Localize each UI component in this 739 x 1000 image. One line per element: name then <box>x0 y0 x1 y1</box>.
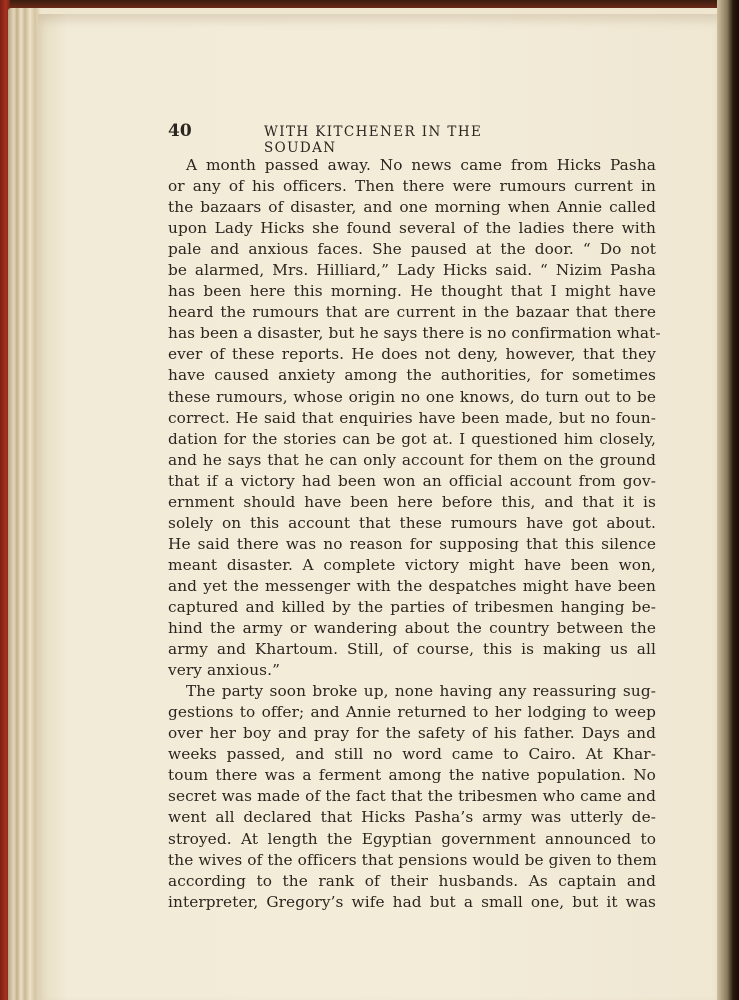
text-line: has been here this morning. He thought that I might have <box>168 282 656 301</box>
text-line: and yet the messenger with the despatches might have been <box>168 576 656 595</box>
text-line: stroyed. At length the Egyptian government announced to <box>168 829 656 848</box>
text-line: according to the rank of their husbands. As captain and <box>168 871 656 890</box>
text-line: the bazaars of disaster, and one morning when Annie called <box>168 198 656 217</box>
text-line: dation for the stories can be got at. I questioned him closely, <box>168 429 656 448</box>
text-line: meant disaster. A complete victory might have been won, <box>168 555 656 574</box>
text-line: gestions to offer; and Annie returned to her lodging to weep <box>168 703 656 722</box>
text-line: has been a disaster, but he says there is no confirmation what- <box>168 324 661 343</box>
text-line: correct. He said that enquiries have been made, but no foun- <box>168 408 656 427</box>
text-line: and he says that he can only account for them on the ground <box>168 450 656 469</box>
text-line: went all declared that Hicks Pasha’s army was utterly de- <box>168 808 656 827</box>
text-line: be alarmed, Mrs. Hilliard,” Lady Hicks said. “ Nizim Pasha <box>168 261 656 280</box>
body-text <box>168 155 661 913</box>
text-line: these rumours, whose origin no one knows, do turn out to be <box>168 387 656 406</box>
text-line: heard the rumours that are current in the bazaar that there <box>168 303 656 322</box>
text-line: have caused anxiety among the authorities, for sometimes <box>168 366 656 385</box>
text-line: upon Lady Hicks she found several of the ladies there with <box>168 219 656 238</box>
text-line: ever of these reports. He does not deny, however, that they <box>168 345 656 364</box>
text-line: hind the army or wandering about the country between the <box>168 619 656 638</box>
text-line: the wives of the officers that pensions would be given to them <box>168 850 657 869</box>
running-head-title: WITH KITCHENER IN THE SOUDAN <box>264 124 483 156</box>
text-line: interpreter, Gregory’s wife had but a small one, but it was <box>168 892 656 911</box>
running-head <box>168 121 558 156</box>
text-line: ernment should have been here before this, and that it is <box>168 492 656 511</box>
text-line: very anxious.” <box>168 661 280 680</box>
text-line: that if a victory had been won an official account from gov- <box>168 471 656 490</box>
text-line: A month passed away. No news came from Hicks Pasha <box>186 156 656 174</box>
text-line: captured and killed by the parties of tribesmen hanging be- <box>168 597 656 616</box>
book-right-edge <box>717 0 739 1000</box>
text-line: He said there was no reason for supposing that this silence <box>168 534 656 553</box>
text-line: over her boy and pray for the safety of his father. Days and <box>168 724 656 743</box>
text-line: or any of his officers. Then there were rumours current in <box>168 177 656 196</box>
text-line: solely on this account that these rumours have got about. <box>168 513 656 532</box>
text-line: pale and anxious faces. She paused at the door. “ Do not <box>168 240 656 259</box>
text-line: army and Khartoum. Still, of course, this is making us all <box>168 640 656 659</box>
text-line: weeks passed, and still no word came to Cairo. At Khar- <box>168 745 656 764</box>
text-line: The party soon broke up, none having any reassuring sug- <box>186 682 656 701</box>
text-line: toum there was a ferment among the native population. No <box>168 766 656 785</box>
text-line: secret was made of the fact that the tribesmen who came and <box>168 787 656 806</box>
page-number: 40 <box>168 121 192 141</box>
